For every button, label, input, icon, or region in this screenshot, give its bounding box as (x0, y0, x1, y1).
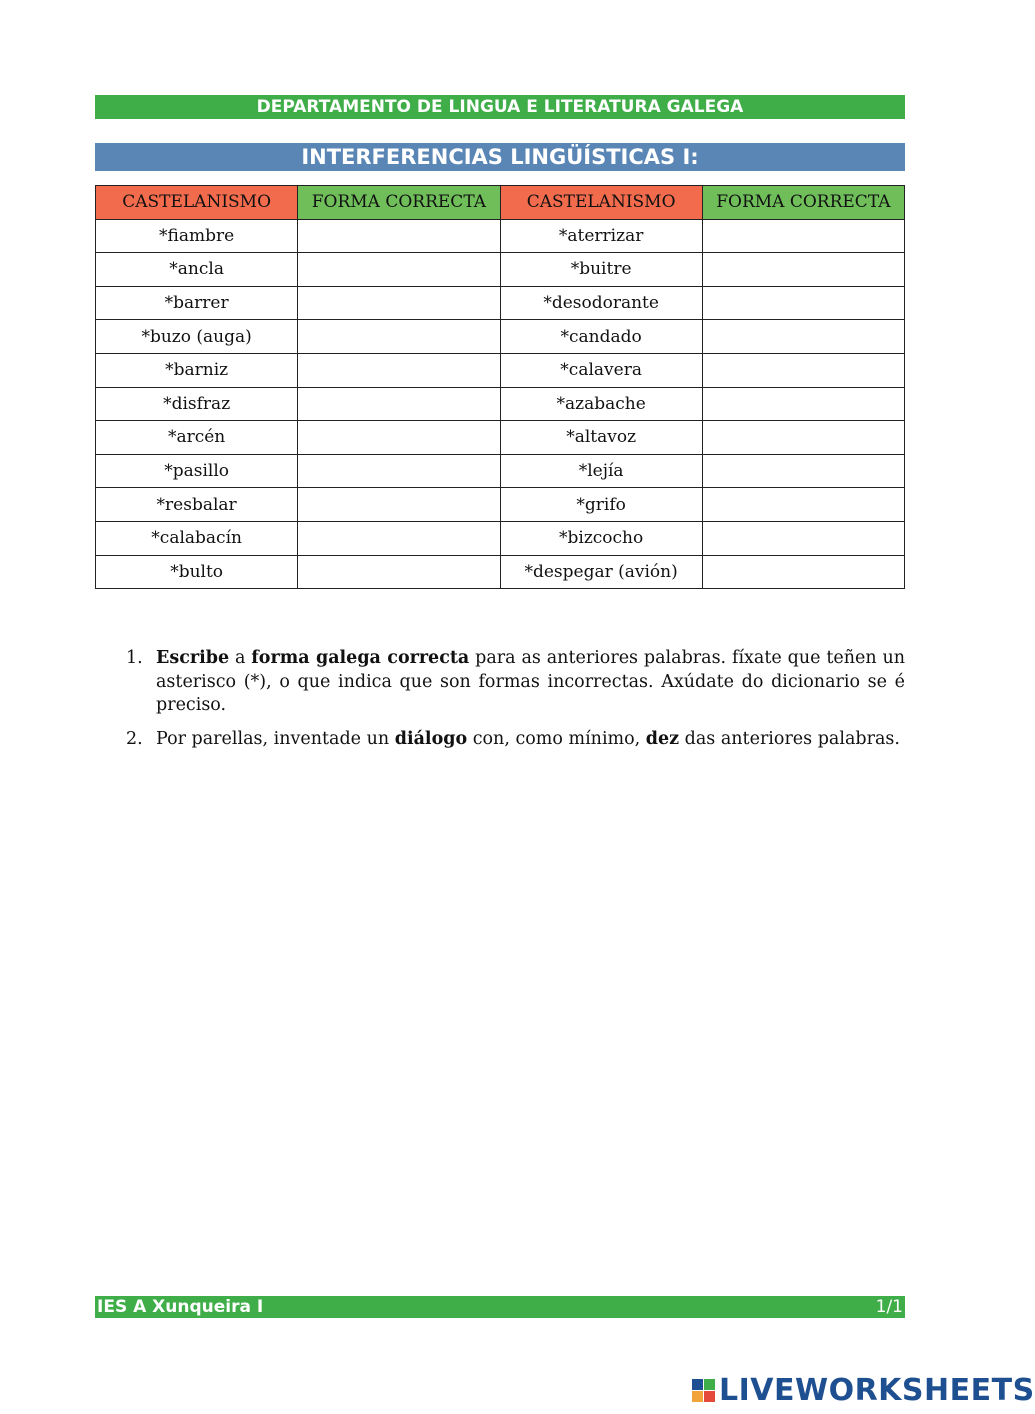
department-title: DEPARTAMENTO DE LINGUA E LITERATURA GALEGA (256, 97, 744, 117)
castelanismo-cell: *disfraz (96, 387, 298, 421)
liveworksheets-logo-icon (692, 1379, 715, 1402)
school-name: IES A Xunqueira I (97, 1297, 264, 1317)
castelanismo-cell: *arcén (96, 421, 298, 455)
table-row (96, 421, 905, 455)
forma-correcta-input-cell[interactable] (298, 421, 500, 455)
forma-correcta-input-cell[interactable] (702, 253, 904, 287)
forma-correcta-input-cell[interactable] (702, 421, 904, 455)
forma-correcta-input-cell[interactable] (702, 555, 904, 589)
worksheet-title-banner (95, 143, 905, 171)
forma-correcta-input-cell[interactable] (298, 521, 500, 555)
castelanismo-cell: *calabacín (96, 521, 298, 555)
castelanismo-cell: *pasillo (96, 454, 298, 488)
instruction-text: para as anteriores palabras. fíxate que teñen un asterisco (*), o que indica que son formas incorrectas. Axúdate do dicionario se é preciso. (156, 648, 906, 715)
table-row (96, 488, 905, 522)
castelanismo-cell: *desodorante (500, 286, 702, 320)
table-header-row (96, 186, 905, 220)
table-row (96, 387, 905, 421)
table-row (96, 353, 905, 387)
vocabulary-table (95, 185, 905, 589)
forma-correcta-input-cell[interactable] (298, 387, 500, 421)
forma-correcta-input-cell[interactable] (702, 454, 904, 488)
castelanismo-cell: *lejía (500, 454, 702, 488)
table-row (96, 521, 905, 555)
footer-bar (95, 1296, 905, 1318)
forma-correcta-input-cell[interactable] (298, 286, 500, 320)
castelanismo-cell: *bulto (96, 555, 298, 589)
forma-correcta-input-cell[interactable] (702, 286, 904, 320)
liveworksheets-logo[interactable] (692, 1372, 1035, 1408)
forma-correcta-input-cell[interactable] (702, 219, 904, 253)
forma-correcta-input-cell[interactable] (702, 353, 904, 387)
castelanismo-cell: *despegar (avión) (500, 555, 702, 589)
instruction-item (120, 728, 905, 752)
instruction-text: a (229, 648, 252, 668)
instruction-number: 2. (126, 728, 143, 749)
castelanismo-cell: *altavoz (500, 421, 702, 455)
forma-correcta-input-cell[interactable] (298, 253, 500, 287)
header-castelanismo-1: CASTELANISMO (96, 186, 298, 220)
forma-correcta-input-cell[interactable] (298, 488, 500, 522)
castelanismo-cell: *bizcocho (500, 521, 702, 555)
table-row (96, 555, 905, 589)
castelanismo-cell: *barniz (96, 353, 298, 387)
castelanismo-cell: *aterrizar (500, 219, 702, 253)
castelanismo-cell: *buzo (auga) (96, 320, 298, 354)
department-banner (95, 95, 905, 119)
instruction-emphasis: dez (645, 728, 680, 749)
castelanismo-cell: *barrer (96, 286, 298, 320)
castelanismo-cell: *grifo (500, 488, 702, 522)
forma-correcta-input-cell[interactable] (702, 521, 904, 555)
castelanismo-cell: *candado (500, 320, 702, 354)
castelanismo-cell: *azabache (500, 387, 702, 421)
forma-correcta-input-cell[interactable] (702, 320, 904, 354)
castelanismo-cell: *calavera (500, 353, 702, 387)
page-number: 1/1 (875, 1297, 903, 1317)
castelanismo-cell: *fiambre (96, 219, 298, 253)
instruction-text: Por parellas, inventade un (156, 728, 395, 749)
table-row (96, 320, 905, 354)
castelanismo-cell: *resbalar (96, 488, 298, 522)
forma-correcta-input-cell[interactable] (298, 219, 500, 253)
forma-correcta-input-cell[interactable] (298, 353, 500, 387)
table-row (96, 253, 905, 287)
table-row (96, 286, 905, 320)
header-forma-correcta-1: FORMA CORRECTA (298, 186, 500, 220)
forma-correcta-input-cell[interactable] (702, 488, 904, 522)
instructions-list (120, 647, 905, 761)
instruction-item (120, 647, 905, 718)
instruction-text: con, como mínimo, (467, 728, 646, 749)
forma-correcta-input-cell[interactable] (702, 387, 904, 421)
castelanismo-cell: *ancla (96, 253, 298, 287)
forma-correcta-input-cell[interactable] (298, 320, 500, 354)
forma-correcta-input-cell[interactable] (298, 555, 500, 589)
forma-correcta-input-cell[interactable] (298, 454, 500, 488)
castelanismo-cell: *buitre (500, 253, 702, 287)
instruction-emphasis: forma galega correcta (251, 648, 470, 668)
instruction-number: 1. (126, 648, 143, 668)
instruction-emphasis: Escribe (156, 648, 230, 668)
table-row (96, 454, 905, 488)
worksheet-title: INTERFERENCIAS LINGÜÍSTICAS I: (301, 145, 699, 169)
table-body (96, 219, 905, 589)
logo-text: LIVEWORKSHEETS (719, 1372, 1035, 1408)
header-forma-correcta-2: FORMA CORRECTA (702, 186, 904, 220)
instruction-text: das anteriores palabras. (679, 728, 900, 749)
table-row (96, 219, 905, 253)
instruction-emphasis: diálogo (394, 728, 468, 749)
header-castelanismo-2: CASTELANISMO (500, 186, 702, 220)
